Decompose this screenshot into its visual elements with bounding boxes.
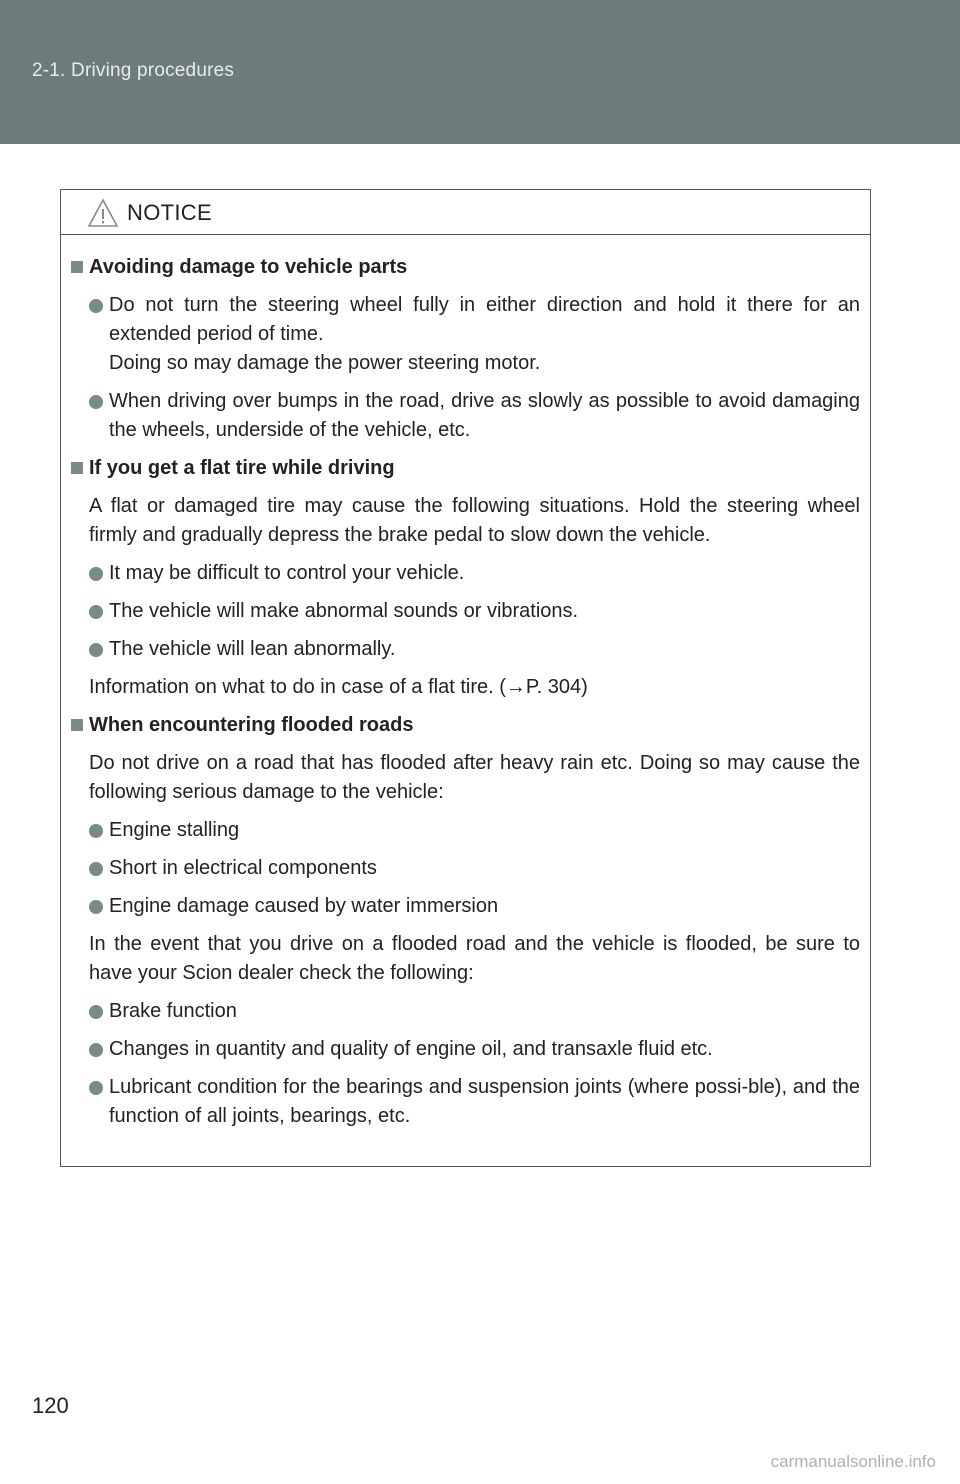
round-bullet-icon xyxy=(89,643,103,657)
list-item: Short in electrical components xyxy=(71,854,860,883)
paragraph: Information on what to do in case of a flat tire. (→P. 304) xyxy=(89,676,588,698)
notice-box xyxy=(60,189,871,1167)
round-bullet-icon xyxy=(89,1081,103,1095)
section-title: 2-1. Driving procedures xyxy=(32,60,235,81)
list-item: Do not turn the steering wheel fully in either direction and hold it there for an extended period of time. Doing so may damage the power steering motor. xyxy=(71,291,860,378)
paragraph: Do not drive on a road that has flooded after heavy rain etc. Doing so may cause the following serious damage to the vehicle: xyxy=(89,752,860,803)
list-item: When driving over bumps in the road, drive as slowly as possible to avoid damaging the wheels, underside of the vehicle, etc. xyxy=(71,387,860,445)
round-bullet-icon xyxy=(89,567,103,581)
section-heading: Avoiding damage to vehicle parts xyxy=(71,253,860,282)
notice-header xyxy=(61,190,870,235)
page-number: 120 xyxy=(32,1393,69,1418)
list-item: Engine damage caused by water immersion xyxy=(71,892,860,921)
list-item: Lubricant condition for the bearings and suspension joints (where possi-ble), and the function of all joints, bearings, etc. xyxy=(71,1073,860,1131)
notice-title: NOTICE xyxy=(127,200,212,225)
round-bullet-icon xyxy=(89,862,103,876)
warning-triangle-icon xyxy=(87,198,119,228)
watermark: carmanualsonline.info xyxy=(770,1452,936,1471)
square-bullet-icon xyxy=(71,462,83,474)
paragraph: A flat or damaged tire may cause the following situations. Hold the steering wheel firmly and gradually depress the brake pedal to slow down the vehicle. xyxy=(89,495,860,546)
paragraph: In the event that you drive on a flooded road and the vehicle is flooded, be sure to have your Scion dealer check the following: xyxy=(89,933,860,984)
list-item: The vehicle will make abnormal sounds or vibrations. xyxy=(71,597,860,626)
list-item: It may be difficult to control your vehicle. xyxy=(71,559,860,588)
list-item: Brake function xyxy=(71,997,860,1026)
round-bullet-icon xyxy=(89,605,103,619)
list-item: Changes in quantity and quality of engine oil, and transaxle fluid etc. xyxy=(71,1035,860,1064)
round-bullet-icon xyxy=(89,824,103,838)
round-bullet-icon xyxy=(89,1005,103,1019)
round-bullet-icon xyxy=(89,900,103,914)
square-bullet-icon xyxy=(71,261,83,273)
round-bullet-icon xyxy=(89,395,103,409)
section-heading: When encountering flooded roads xyxy=(71,711,860,740)
round-bullet-icon xyxy=(89,1043,103,1057)
round-bullet-icon xyxy=(89,299,103,313)
list-item: Engine stalling xyxy=(71,816,860,845)
list-item: The vehicle will lean abnormally. xyxy=(71,635,860,664)
section-heading: If you get a flat tire while driving xyxy=(71,454,860,483)
notice-body xyxy=(61,235,870,1131)
square-bullet-icon xyxy=(71,719,83,731)
